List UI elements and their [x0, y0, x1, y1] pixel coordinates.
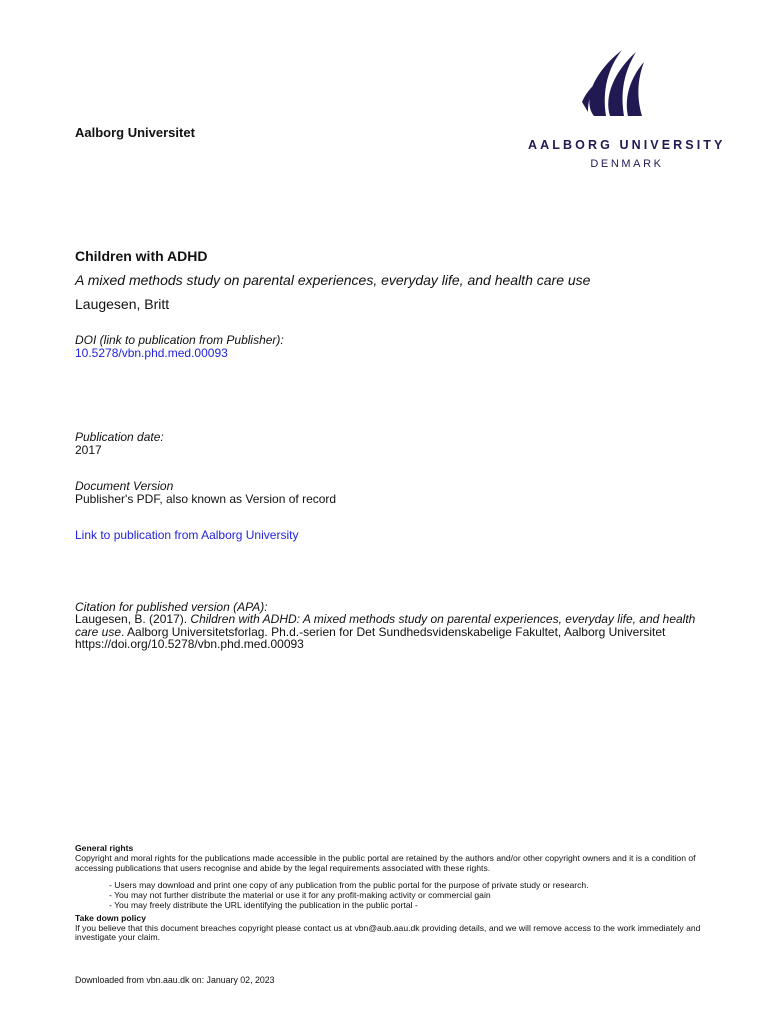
rights-bullet: - You may not further distribute the material or use it for any profit-making activity or commercial gain [109, 890, 491, 901]
general-rights-heading: General rights [75, 843, 134, 853]
publication-author: Laugesen, Britt [75, 296, 170, 312]
logo-wordmark: AALBORG UNIVERSITY [528, 138, 726, 152]
publication-subtitle: A mixed methods study on parental experiences, everyday life, and health care use [75, 272, 591, 288]
rights-section [75, 844, 725, 943]
citation-prefix: Laugesen, B. (2017). [75, 612, 191, 626]
publication-link[interactable]: Link to publication from Aalborg University [75, 528, 299, 542]
publication-date-label: Publication date: [75, 430, 164, 444]
logo-country: DENMARK [590, 158, 664, 170]
general-rights-text: Copyright and moral rights for the publications made accessible in the public portal are retained by the authors and/or other copyright owners and it is a condition of accessing publications that users recognise and abide by the legal requirements associated with these rights. [75, 852, 696, 873]
document-version: Publisher's PDF, also known as Version of record [75, 492, 337, 506]
citation-label: Citation for published version (APA): [75, 600, 268, 614]
institution-name: Aalborg Universitet [75, 125, 195, 140]
rights-bullet-list [109, 881, 725, 910]
takedown-heading: Take down policy [75, 912, 146, 923]
citation-text [75, 613, 715, 651]
document-version-label: Document Version [75, 479, 174, 493]
doi-label: DOI (link to publication from Publisher): [75, 333, 284, 347]
aalborg-wave-logo-icon [580, 42, 646, 116]
takedown-text: If you believe that this document breaches copyright please contact us at vbn@aub.aau.dk providing details, and we will remove access to the work immediately and investigate your claim. [75, 922, 701, 943]
doi-link[interactable]: 10.5278/vbn.phd.med.00093 [75, 346, 228, 360]
rights-bullet: - You may freely distribute the URL identifying the publication in the public portal - [109, 899, 418, 910]
publication-date: 2017 [75, 443, 102, 457]
citation-suffix: . Aalborg Universitetsforlag. Ph.d.-serien for Det Sundhedsvidenskabelige Fakultet, Aalborg Universitet https://doi.org/10.5278/vbn.phd.med.00093 [75, 624, 666, 651]
publication-title: Children with ADHD [75, 248, 208, 264]
rights-bullet: - Users may download and print one copy of any publication from the public portal for the purpose of private study or research. [109, 880, 589, 891]
citation-italic-title: Children with ADHD: A mixed methods study on parental experiences, everyday life, and health care use [75, 612, 696, 639]
download-info: Downloaded from vbn.aau.dk on: January 02, 2023 [75, 975, 275, 985]
